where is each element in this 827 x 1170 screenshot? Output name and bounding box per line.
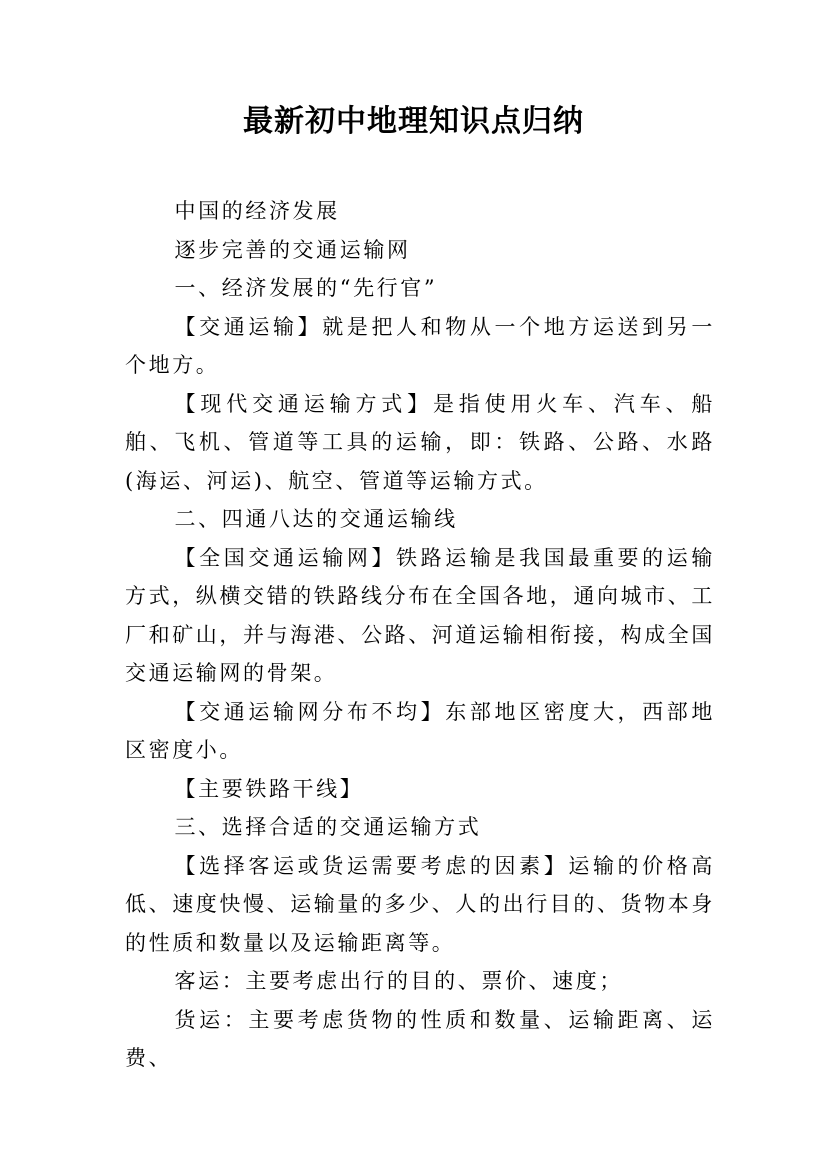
paragraph-modern-transport-modes: 【现代交通运输方式】是指使用火车、汽车、船舶、飞机、管道等工具的运输，即：铁路、公路、水路(海运、河运)、航空、管道等运输方式。 bbox=[125, 391, 715, 493]
paragraph-main-railways: 【主要铁路干线】 bbox=[174, 776, 364, 801]
paragraph-freight-transport: 货运：主要考虑货物的性质和数量、运输距离、运费、 bbox=[125, 1007, 715, 1070]
paragraph-passenger-transport: 客运：主要考虑出行的目的、票价、速度； bbox=[174, 969, 623, 993]
document-body bbox=[125, 192, 715, 1078]
paragraph-heading-three: 三、选择合适的交通运输方式 bbox=[174, 815, 482, 839]
paragraph-selection-factors: 【选择客运或货运需要考虑的因素】运输的价格高低、速度快慢、运输量的多少、人的出行目的、货物本身的性质和数量以及运输距离等。 bbox=[125, 853, 715, 955]
paragraph-national-network: 【全国交通运输网】铁路运输是我国最重要的运输方式，纵横交错的铁路线分布在全国各地，通向城市、工厂和矿山，并与海港、公路、河道运输相衔接，构成全国交通运输网的骨架。 bbox=[125, 545, 715, 685]
paragraph-uneven-distribution: 【交通运输网分布不均】东部地区密度大，西部地区密度小。 bbox=[125, 699, 715, 762]
paragraph-section-heading: 中国的经济发展 bbox=[174, 199, 340, 223]
paragraph-heading-two: 二、四通八达的交通运输线 bbox=[174, 507, 458, 531]
paragraph-subsection-heading: 逐步完善的交通运输网 bbox=[174, 237, 411, 262]
document-title: 最新初中地理知识点归纳 bbox=[243, 104, 584, 139]
paragraph-transport-definition: 【交通运输】就是把人和物从一个地方运送到另一个地方。 bbox=[125, 314, 715, 377]
paragraph-heading-one: 一、经济发展的“先行官” bbox=[174, 276, 438, 300]
